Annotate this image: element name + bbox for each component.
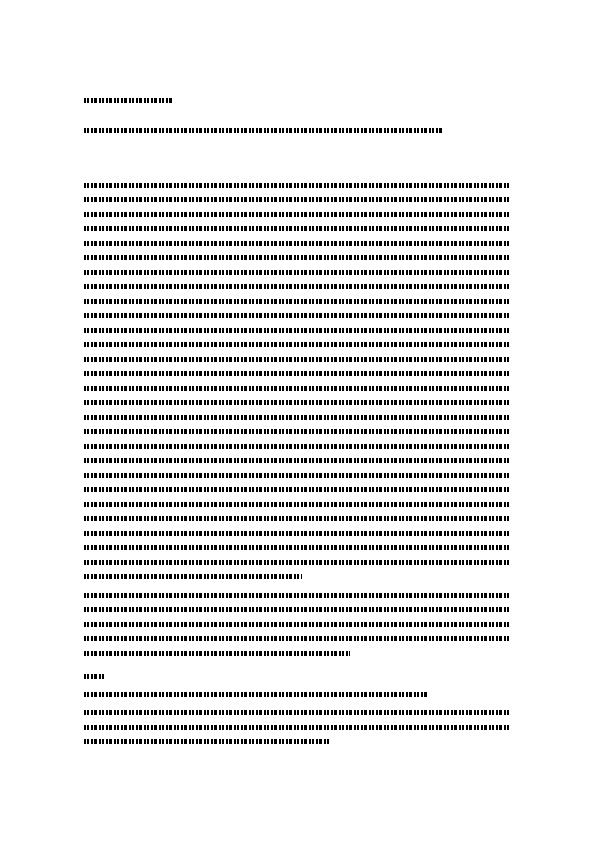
text-line (84, 737, 511, 746)
text-line (84, 297, 511, 306)
text-line (84, 427, 511, 436)
text-line (84, 558, 511, 567)
text-line (84, 514, 511, 523)
text-line (84, 398, 511, 407)
text-line (84, 605, 511, 614)
section-heading (84, 672, 511, 681)
text-line (84, 442, 511, 451)
text-line (84, 723, 511, 732)
text-line (84, 529, 511, 538)
text-line (84, 620, 511, 629)
text-line (84, 456, 511, 465)
text-line (84, 649, 511, 658)
text-line (84, 195, 511, 204)
text-line (84, 355, 511, 364)
text-line (84, 485, 511, 494)
text-line (84, 591, 511, 600)
text-line (84, 268, 511, 277)
document-header (84, 96, 511, 105)
text-line (84, 384, 511, 393)
text-line (84, 634, 511, 643)
text-line (84, 311, 511, 320)
closing-line-1 (84, 690, 511, 699)
text-line (84, 181, 511, 190)
text-line (84, 253, 511, 262)
text-line (84, 340, 511, 349)
text-line (84, 708, 511, 717)
text-line (84, 572, 511, 581)
text-line (84, 326, 511, 335)
text-line (84, 282, 511, 291)
text-line (84, 369, 511, 378)
text-line (84, 500, 511, 509)
text-line (84, 224, 511, 233)
text-line (84, 210, 511, 219)
document-title (84, 126, 511, 135)
text-line (84, 471, 511, 480)
text-line (84, 543, 511, 552)
text-line (84, 413, 511, 422)
text-line (84, 239, 511, 248)
